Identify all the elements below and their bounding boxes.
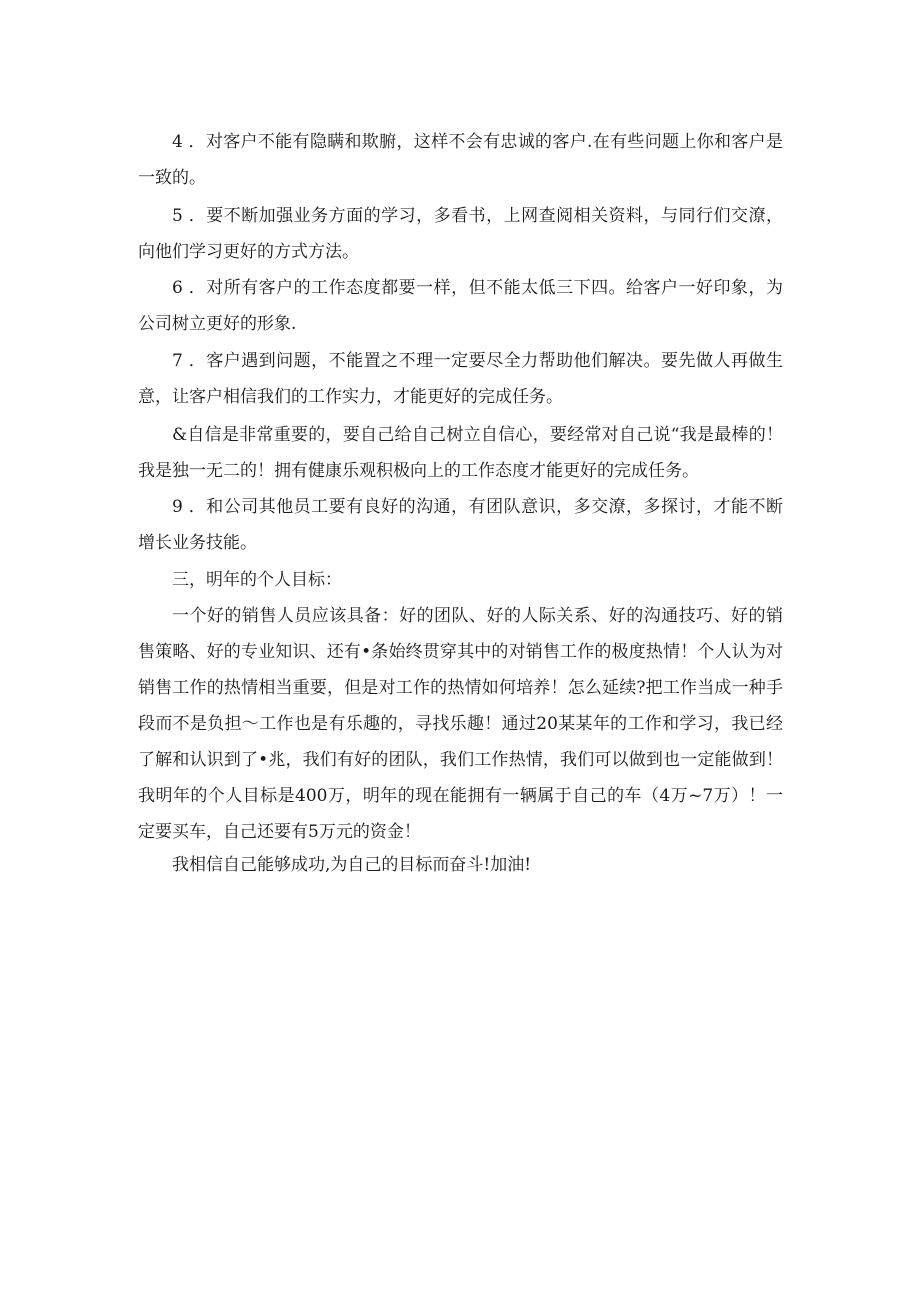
section-heading-next-year-goals: 三，明年的个人目标： [172, 570, 342, 590]
paragraph-item-7: 7 ．客户遇到问题，不能置之不理一定要尽全力帮助他们解决。要先做人再做生意，让客户相信我们的工作实力，才能更好的完成任务。 [138, 351, 783, 407]
paragraph-item-9: 9 ．和公司其他员工要有良好的沟通，有团队意识，多交潦，多探讨，才能不断增长业务技能。 [138, 497, 783, 553]
paragraph-item-5: 5 ．要不断加强业务方面的学习，多看书，上网查阅相关资料，与同行们交潦，向他们学习更好的方式方法。 [138, 206, 783, 262]
paragraph-item-6: 6 ．对所有客户的工作态度都要一样，但不能太低三下四。给客户一好印象，为公司树立更好的形象. [138, 278, 783, 334]
goal-paragraph: 一个好的销售人员应该具备：好的团队、好的人际关系、好的沟通技巧、好的销售策略、好的专业知识、还有•条始终贯穿其中的对销售工作的极度热情！个人认为对销售工作的热情相当重要，但是对工作的热情如何培养！怎么延续?把工作当成一种手段而不是负担〜工作也是有乐趣的，寻找乐趣！通过20某某年的工作和学习，我已经了解和认识到了•兆，我们有好的团队，我们工作热情，我们可以做到也一定能做到！我明年的个人目标是400万，明年的现在能拥有一辆属于自己的车（4万~7万）！一定要买车，自己还要有5万元的资金！ [138, 606, 783, 842]
paragraph-item-4: 4 ．对客户不能有隐瞒和欺腑，这样不会有忠诚的客户.在有些问题上你和客户是一致的。 [138, 132, 783, 188]
paragraph-item-8: &自信是非常重要的，要自己给自己树立自信心，要经常对自己说“我是最棒的！我是独一无二的！拥有健康乐观积极向上的工作态度才能更好的完成任务。 [138, 425, 783, 481]
closing-line: 我相信自己能够成功,为自己的目标而奋斗!加油! [172, 855, 532, 875]
